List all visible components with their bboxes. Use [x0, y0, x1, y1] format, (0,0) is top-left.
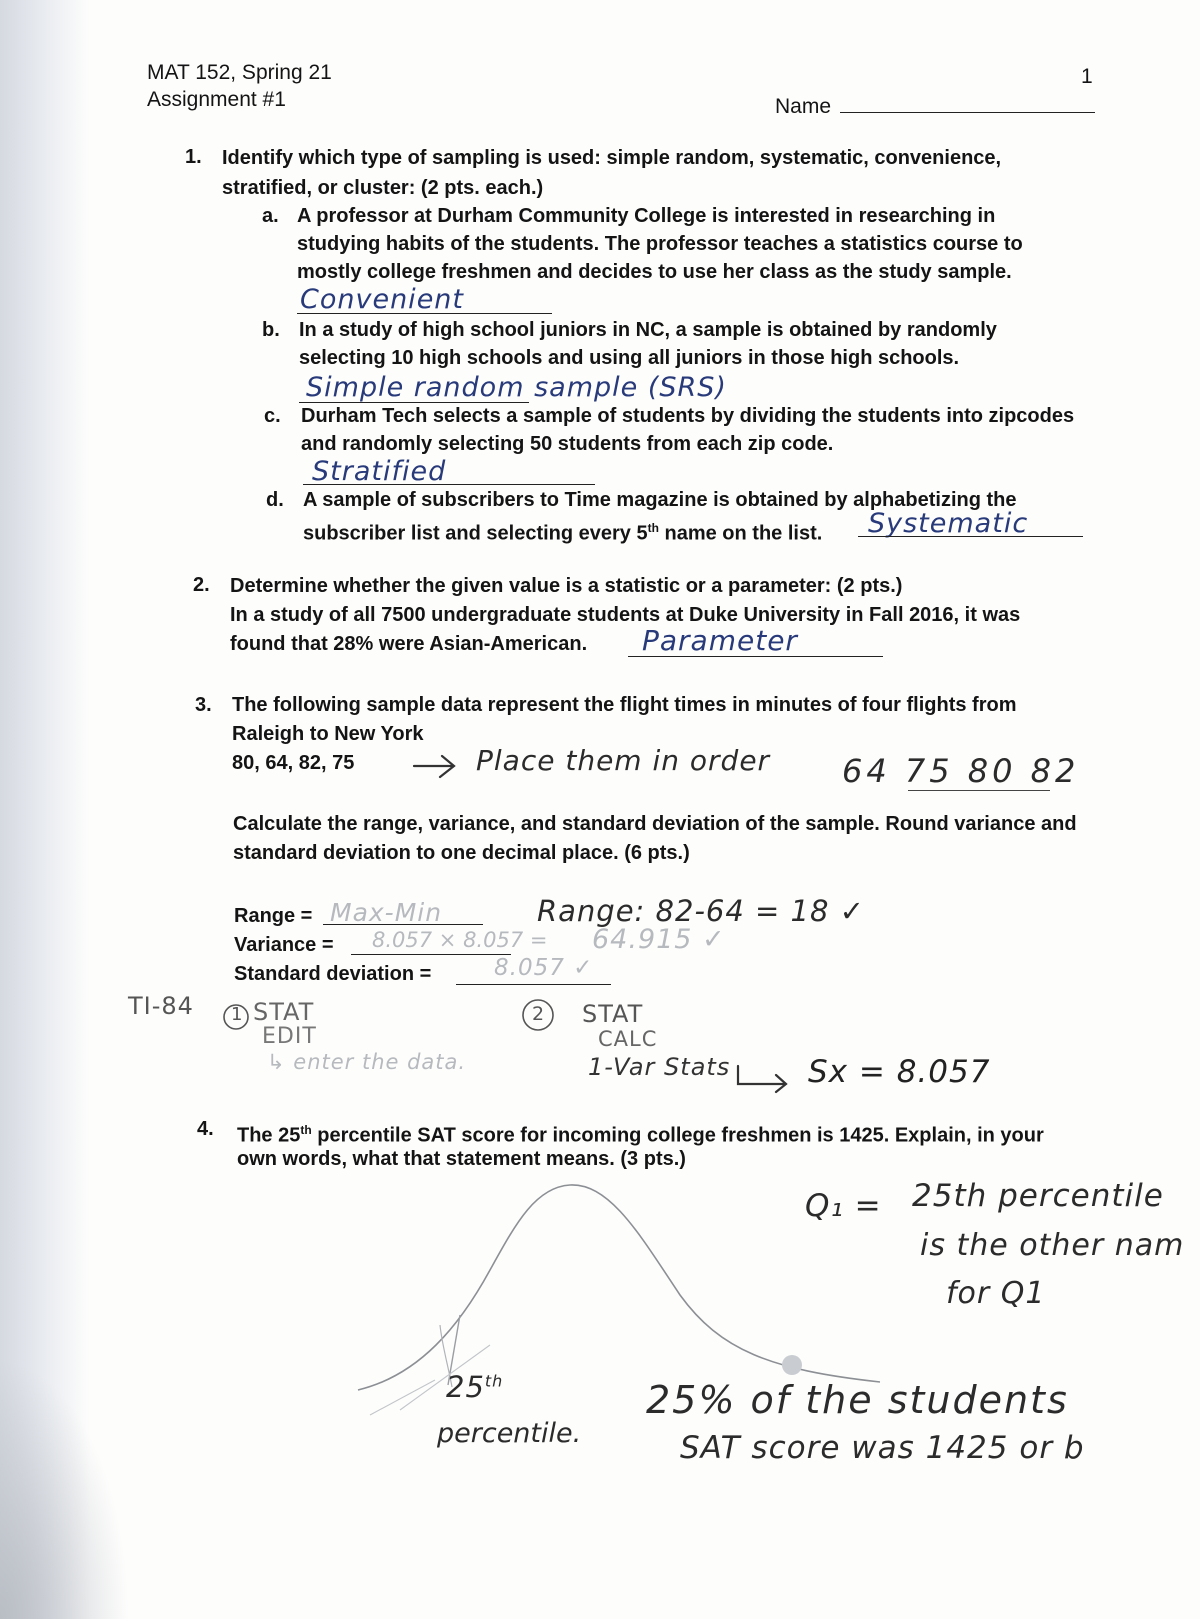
range-faint-work: Max-Min	[330, 898, 443, 927]
q3-ordered-underline	[908, 790, 1050, 791]
curve-label-percentile-number: 25th	[446, 1370, 504, 1404]
step1-edit: EDIT	[262, 1024, 317, 1049]
step2-result: Sx = 8.057	[808, 1054, 991, 1090]
q2-answer-line	[628, 656, 883, 657]
name-label: Name	[775, 95, 832, 118]
q1c-answer: Stratified	[312, 456, 447, 487]
q4-line1: The 25th percentile SAT score for incoming college freshmen is 1425. Explain, in your	[237, 1123, 1044, 1147]
q1b-letter: b.	[262, 319, 280, 341]
q1-prompt-line1: Identify which type of sampling is used: simple random, systematic, convenience,	[222, 147, 1002, 169]
q1d-answer: Systematic	[868, 508, 1029, 539]
q4-note-line2: is the other nam	[920, 1228, 1185, 1263]
q3-instruction-line2: standard deviation to one decimal place. (6 pts.)	[233, 842, 690, 864]
step1-stat: STAT	[253, 998, 315, 1026]
step2-arrow-icon	[734, 1064, 792, 1094]
q3-line2: Raleigh to New York	[232, 723, 424, 745]
q1c-letter: c.	[264, 405, 281, 427]
sd-blank-line	[456, 984, 611, 985]
curve-label-percentile-word: percentile.	[437, 1418, 582, 1449]
arrow-icon	[412, 752, 458, 780]
q4-answer-line2: SAT score was 1425 or b	[680, 1430, 1085, 1466]
page-shadow-bottom	[0, 1359, 130, 1619]
step2-stat: STAT	[582, 1000, 644, 1028]
q1a-line3: mostly college freshmen and decides to use her class as the study sample.	[297, 261, 1012, 283]
q2-answer: Parameter	[642, 624, 798, 657]
q3-ordered-values: 64 75 80 82	[842, 752, 1080, 790]
q4-note-line3: for Q1	[946, 1276, 1046, 1311]
q1c-line2: and randomly selecting 50 students from each zip code.	[301, 433, 834, 455]
q1a-answer: Convenient	[300, 284, 464, 315]
q3-line1: The following sample data represent the flight times in minutes of four flights from	[232, 694, 1017, 716]
variance-faint-work: 8.057 × 8.057 =	[372, 928, 548, 952]
q1-number: 1.	[185, 146, 202, 168]
q1b-line2: selecting 10 high schools and using all juniors in those high schools.	[299, 347, 960, 369]
step2-calc: CALC	[598, 1027, 658, 1051]
q1c-answer-line	[303, 484, 595, 485]
q1d-line1: A sample of subscribers to Time magazine is obtained by alphabetizing the	[303, 489, 1017, 511]
q4-number: 4.	[197, 1118, 214, 1140]
q1d-line2: subscriber list and selecting every 5th name on the list.	[303, 521, 823, 545]
q1-prompt-line2: stratified, or cluster: (2 pts. each.)	[222, 177, 544, 199]
step2-number: 2	[532, 1003, 546, 1025]
q4-line2: own words, what that statement means. (3 pts.)	[237, 1148, 686, 1170]
q1a-line1: A professor at Durham Community College is interested in researching in	[297, 205, 996, 227]
range-label: Range =	[234, 905, 313, 927]
q1b-line1: In a study of high school juniors in NC, a sample is obtained by randomly	[299, 319, 997, 341]
q3-instruction-line1: Calculate the range, variance, and standard deviation of the sample. Round variance and	[233, 813, 1077, 835]
q2-line3: found that 28% were Asian-American.	[230, 633, 588, 655]
q1a-line2: studying habits of the students. The professor teaches a statistics course to	[297, 233, 1023, 255]
q3-note-order: Place them in order	[476, 744, 771, 777]
q1b-answer: Simple random sample (SRS)	[306, 372, 727, 403]
step2-one-var-stats: 1-Var Stats	[588, 1053, 731, 1081]
q2-line1: Determine whether the given value is a statistic or a parameter: (2 pts.)	[230, 575, 903, 597]
variance-label: Variance =	[234, 934, 334, 956]
q4-answer-line1: 25% of the students	[646, 1378, 1069, 1422]
variance-blank-line	[351, 954, 511, 955]
q4-note-line1: 25th percentile	[912, 1178, 1164, 1214]
q2-number: 2.	[193, 574, 210, 596]
q1-symbol: Q₁ =	[805, 1188, 882, 1224]
page-number: 1	[1081, 65, 1093, 88]
q1a-answer-line	[297, 313, 552, 314]
sd-faint-work: 8.057 ✓	[494, 955, 594, 981]
q1c-line1: Durham Tech selects a sample of students by dividing the students into zipcodes	[301, 405, 1075, 427]
q3-number: 3.	[195, 694, 212, 716]
q1d-answer-line	[858, 536, 1083, 537]
sd-label: Standard deviation =	[234, 963, 432, 985]
name-blank-line	[840, 112, 1095, 113]
q1a-letter: a.	[262, 205, 279, 227]
assignment-title: Assignment #1	[147, 88, 286, 111]
variance-work: 64.915 ✓	[592, 924, 726, 955]
q2-line2: In a study of all 7500 undergraduate students at Duke University in Fall 2016, it was	[230, 604, 1021, 626]
q1d-letter: d.	[266, 489, 284, 511]
range-work: Range: 82-64 = 18 ✓	[537, 894, 865, 928]
course-title: MAT 152, Spring 21	[147, 61, 332, 84]
q3-data: 80, 64, 82, 75	[232, 752, 355, 774]
step1-number: 1	[231, 1004, 244, 1025]
step1-enter-data: ↳ enter the data.	[267, 1050, 467, 1074]
calculator-label: TI-84	[128, 992, 194, 1020]
